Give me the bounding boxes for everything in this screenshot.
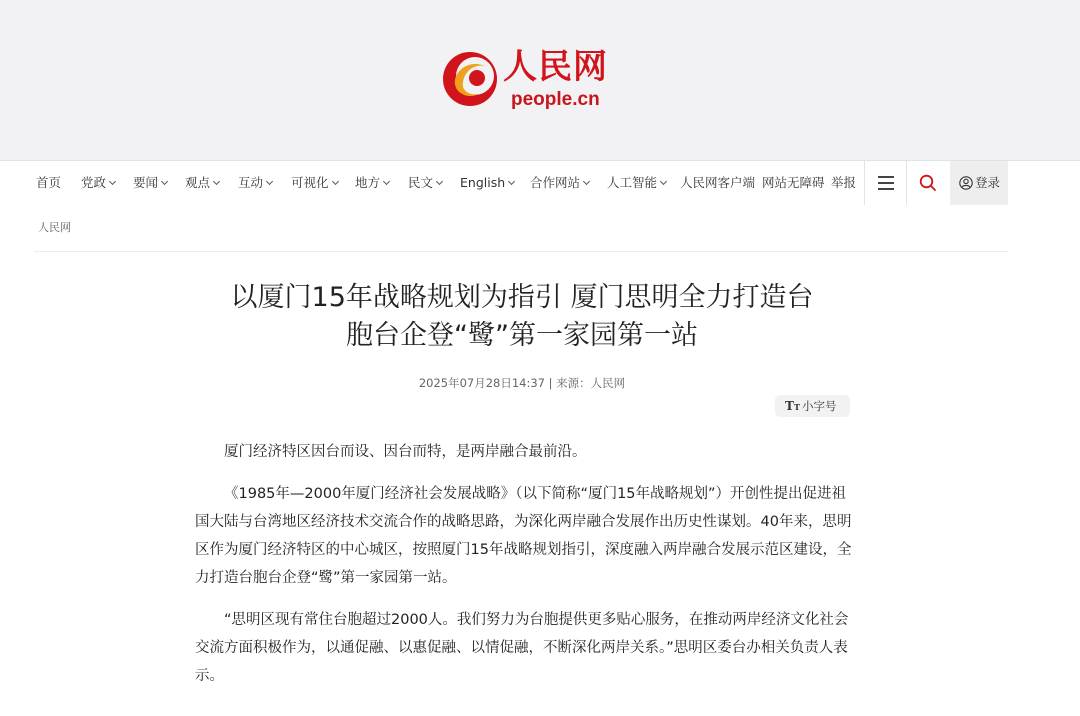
nav-item[interactable] (607, 161, 666, 205)
font-size-icon: TT (785, 399, 800, 413)
nav-item[interactable] (36, 161, 61, 205)
nav-item[interactable] (238, 161, 272, 205)
nav-item[interactable] (355, 161, 389, 205)
article-paragraph: 《1985年—2000年厦门经济社会发展战略》（以下简称“厦门15年战略规划”）开创性提出促进祖国大陆与台湾地区经济技术交流合作的战略思路，为深化两岸融合发展作出历史性谋划。40年来，思明区作为厦门经济特区的中心城区，按照厦门15年战略规划指引，深度融入两岸融合发展示范区建设，全力打造台胞台企登“鹭”第一家园第一站。 (195, 486, 852, 586)
nav-item-label: 党政 (81, 175, 107, 190)
logo-english-text: people.cn (511, 89, 600, 110)
nav-item-label: 可视化 (291, 175, 329, 190)
nav-item-label: 举报 (831, 175, 857, 190)
nav-item-label: English (460, 175, 506, 190)
nav-item[interactable] (831, 161, 856, 205)
article-title-line-2: 胞台企登“鹭”第一家园第一站 (346, 320, 698, 351)
login-button[interactable] (950, 161, 1008, 205)
nav-item-label: 网站无障碍 (762, 175, 825, 190)
breadcrumb[interactable]: 人民网 (38, 221, 71, 234)
chevron-down-icon (331, 178, 338, 185)
nav-item[interactable] (408, 161, 442, 205)
nav-item[interactable] (185, 161, 219, 205)
nav-item-label: 互动 (238, 175, 264, 190)
article-body (195, 438, 855, 704)
nav-item-label: 人民网客户端 (680, 175, 756, 190)
main-nav (0, 160, 1080, 204)
chevron-down-icon (508, 178, 515, 185)
user-circle-icon (959, 176, 973, 190)
hamburger-menu-icon[interactable] (866, 161, 906, 205)
search-button[interactable] (907, 161, 949, 205)
font-size-toggle-label: 小字号 (802, 399, 837, 413)
chevron-down-icon (109, 178, 116, 185)
nav-item[interactable] (680, 161, 755, 205)
nav-item-label: 合作网站 (530, 175, 581, 190)
chevron-down-icon (161, 178, 168, 185)
chevron-down-icon (660, 178, 667, 185)
nav-item[interactable] (460, 161, 514, 205)
nav-item-label: 首页 (36, 175, 62, 190)
article-paragraph: “思明区现有常住台胞超过2000人。我们努力为台胞提供更多贴心服务，在推动两岸经济文化社会交流方面积极作为，以通促融、以惠促融、以情促融，不断深化两岸关系。”思明区委台办相关负责人表示。 (195, 612, 849, 684)
chevron-down-icon (436, 178, 443, 185)
article-title (190, 279, 854, 355)
nav-item-label: 要闻 (133, 175, 159, 190)
nav-item-label: 人工智能 (607, 175, 658, 190)
chevron-down-icon (266, 178, 273, 185)
nav-item[interactable] (133, 161, 167, 205)
search-icon (919, 174, 937, 192)
logo-chinese-text: 人民网 (503, 47, 608, 87)
chevron-down-icon (383, 178, 390, 185)
article-title-line-1: 以厦门15年战略规划为指引 厦门思明全力打造台 (230, 282, 814, 313)
article-meta: 2025年07月28日14:37 | 来源：人民网 (418, 376, 626, 390)
nav-item[interactable] (291, 161, 338, 205)
chevron-down-icon (213, 178, 220, 185)
chevron-down-icon (583, 178, 590, 185)
login-label: 登录 (975, 175, 1001, 190)
site-header (0, 0, 1080, 160)
font-size-toggle-button[interactable] (775, 395, 850, 417)
nav-item-label: 民文 (408, 175, 434, 190)
nav-item[interactable] (530, 161, 589, 205)
site-logo[interactable] (441, 46, 611, 114)
logo-mark-icon (441, 50, 499, 108)
nav-item[interactable] (81, 161, 115, 205)
nav-item[interactable] (762, 161, 825, 205)
nav-item-label: 地方 (355, 175, 381, 190)
nav-divider (864, 161, 865, 205)
nav-item-label: 观点 (185, 175, 211, 190)
breadcrumb-divider (34, 251, 1008, 252)
article-paragraph: 厦门经济特区因台而设、因台而特，是两岸融合最前沿。 (224, 444, 587, 460)
